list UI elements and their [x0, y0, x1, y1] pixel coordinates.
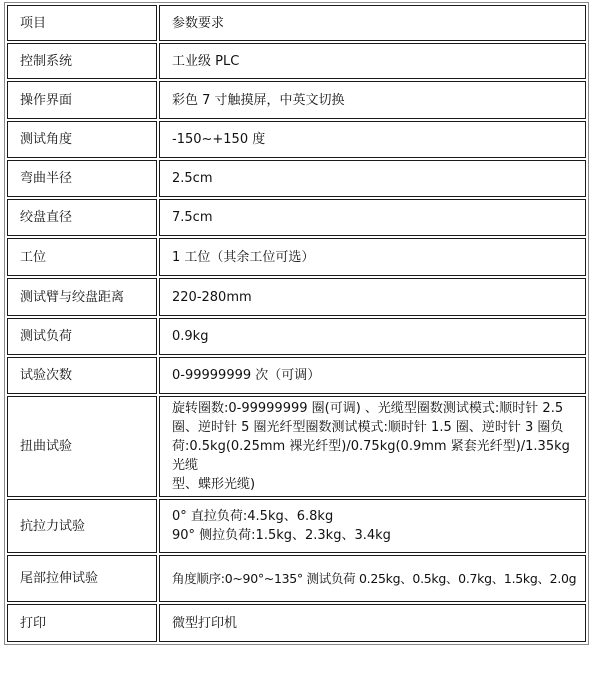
- row-value-line: 旋转圈数:0-99999999 圈(可调) 、光缆型圈数测试模式:顺时针 2.5: [172, 401, 564, 416]
- header-key-cell: 项目: [7, 5, 157, 41]
- row-value-cell: [159, 238, 586, 276]
- row-key-cell: 扭曲试验: [7, 396, 157, 497]
- row-value-line: 1 工位（其余工位可选）: [172, 249, 315, 265]
- row-value-cell: [159, 121, 586, 158]
- row-value-cell: [159, 499, 586, 553]
- row-value-cell: [159, 318, 586, 355]
- row-key-cell: 抗拉力试验: [7, 499, 157, 553]
- row-value-line: 彩色 7 寸触摸屏，中英文切换: [172, 92, 345, 108]
- row-key-cell: 测试臂与绞盘距离: [7, 278, 157, 316]
- row-key-cell: 尾部拉伸试验: [7, 555, 157, 602]
- row-value-line: 0-99999999 次（可调）: [172, 368, 321, 383]
- row-value-line: 型、蝶形光缆): [172, 477, 256, 492]
- table-row: [7, 278, 586, 316]
- table-row: [7, 238, 586, 276]
- row-value-cell: [159, 160, 586, 197]
- row-value-line: 圈、逆时针 5 圈光纤型圈数测试模式:顺时针 1.5 圈、逆时针 3 圈负: [172, 420, 564, 435]
- row-value-cell: [159, 357, 586, 394]
- row-value-line: 0° 直拉负荷:4.5kg、6.8kg: [172, 509, 334, 524]
- table-row: [7, 555, 586, 602]
- row-value-line: 角度顺序:0~90°~135° 测试负荷 0.25kg、0.5kg、0.7kg、1.5kg、2.0g: [172, 571, 577, 586]
- row-value-cell: [159, 81, 586, 119]
- row-key-cell: 测试角度: [7, 121, 157, 158]
- row-value-line: 90° 侧拉负荷:1.5kg、2.3kg、3.4kg: [172, 528, 391, 543]
- row-value-line: 荷:0.5kg(0.25mm 裸光纤型)/0.75kg(0.9mm 紧套光纤型)/1.35kg 光缆: [172, 439, 570, 473]
- table-row: [7, 199, 586, 236]
- row-key-cell: 控制系统: [7, 43, 157, 79]
- row-value-line: 7.5cm: [172, 210, 213, 225]
- row-value-line: -150~+150 度: [172, 132, 266, 147]
- row-key-cell: 绞盘直径: [7, 199, 157, 236]
- table-row: [7, 604, 586, 642]
- row-value-cell: [159, 199, 586, 236]
- header-value-cell: 参数要求: [159, 5, 586, 41]
- row-value-line: 0.9kg: [172, 329, 209, 344]
- row-value-line: 工业级 PLC: [172, 53, 240, 69]
- row-key-cell: 弯曲半径: [7, 160, 157, 197]
- spec-table: [4, 2, 589, 645]
- row-value-line: 220-280mm: [172, 289, 252, 305]
- row-key-cell: 测试负荷: [7, 318, 157, 355]
- table-row: [7, 357, 586, 394]
- row-value-cell: [159, 604, 586, 642]
- table-row: [7, 43, 586, 79]
- row-value-cell: [159, 278, 586, 316]
- table-row: [7, 396, 586, 497]
- row-value-cell: [159, 43, 586, 79]
- row-key-cell: 工位: [7, 238, 157, 276]
- table-row: [7, 81, 586, 119]
- table-row: [7, 121, 586, 158]
- row-value-cell: [159, 396, 586, 497]
- table-row: [7, 499, 586, 553]
- row-value-cell: [159, 555, 586, 602]
- row-key-cell: 打印: [7, 604, 157, 642]
- row-value-line: 2.5cm: [172, 171, 213, 186]
- row-value-line: 微型打印机: [172, 615, 238, 631]
- table-row: [7, 318, 586, 355]
- table-header-row: [7, 5, 586, 41]
- row-key-cell: 试验次数: [7, 357, 157, 394]
- table-row: [7, 160, 586, 197]
- row-key-cell: 操作界面: [7, 81, 157, 119]
